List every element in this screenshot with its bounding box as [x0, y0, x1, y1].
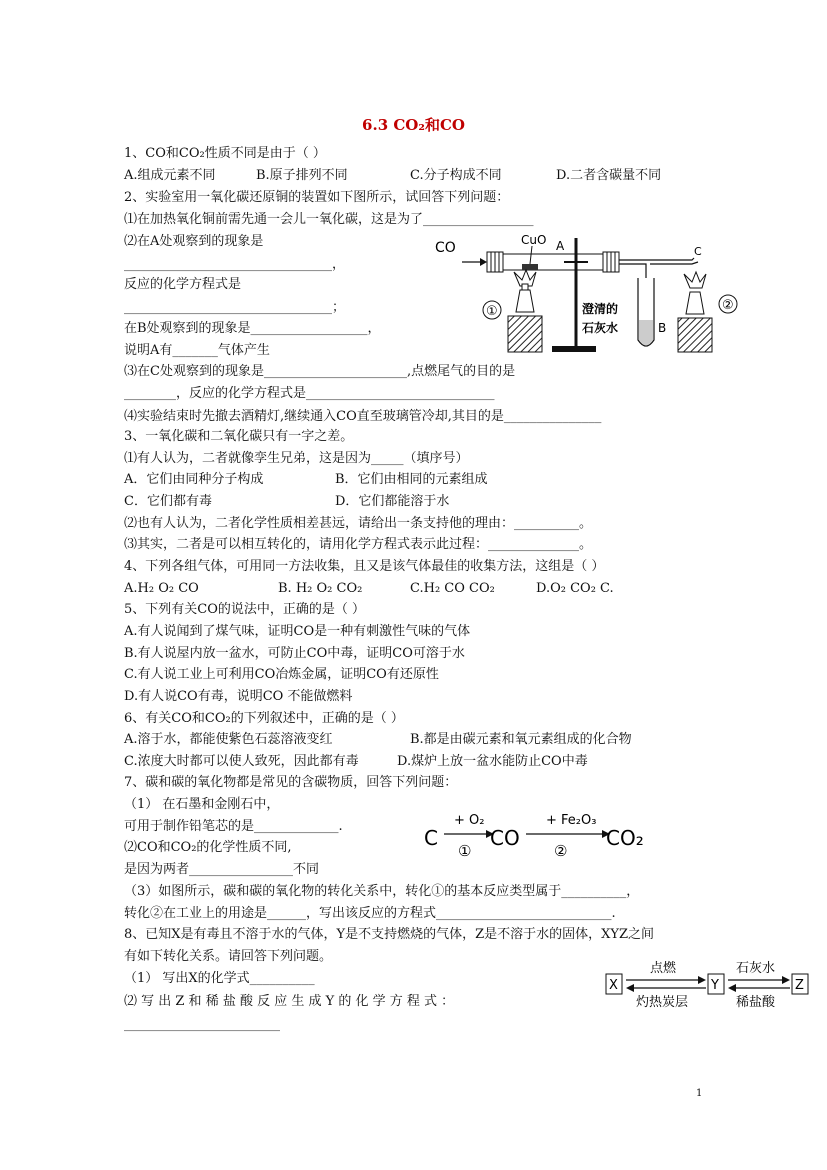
q8-line-1: 有如下转化关系。请回答下列问题。	[124, 949, 333, 964]
q7-line-5: （3）如图所示，碳和碳的氧化物的转化关系中，转化①的基本反应类型属于__________，	[124, 884, 640, 899]
q7-line-2: 可用于制作铅笔芯的是_____________.	[124, 819, 343, 834]
q7-line-6: 转化②在工业上的用途是______，写出该反应的方程式___________________________.	[124, 906, 616, 921]
q7-line-4: 是因为两者________________不同	[124, 862, 320, 877]
q4-option-d: D.O₂ CO₂ C.	[536, 581, 614, 596]
q2-line-8: ⑶在C处观察到的现象是______________________,点燃尾气的目的是	[124, 364, 516, 379]
point-a-label: A	[556, 239, 565, 253]
q3-line-3: ⑶其实，二者是可以相互转化的，请用化学方程式表示此过程：______________。	[124, 537, 593, 552]
q2-line-4: 反应的化学方程式是	[124, 277, 242, 292]
cuo-powder	[522, 264, 538, 270]
q2-line-7: 说明A有_______气体产生	[124, 343, 270, 358]
co-reduction-apparatus-diagram	[432, 228, 744, 362]
scheme-x: X	[609, 978, 618, 993]
scheme-top-2: 石灰水	[736, 961, 776, 976]
q6-option-c: C.浓度大时都可以使人致死，因此都有毒	[124, 754, 359, 769]
page-number: 1	[696, 1088, 703, 1099]
scheme-top-1: 点燃	[650, 961, 677, 976]
block-2	[678, 318, 712, 352]
scheme-bottom-1: 灼热炭层	[636, 995, 689, 1010]
scheme-z: Z	[795, 978, 804, 993]
q4-option-a: A.H₂ O₂ CO	[124, 581, 199, 596]
scheme-co2: CO₂	[606, 826, 644, 850]
q5-option-d: D.有人说CO有毒，说明CO 不能做燃料	[124, 689, 353, 704]
q8-line-2: （1） 写出X的化学式__________	[124, 971, 315, 986]
q7-line-3: ⑵CO和CO₂的化学性质不同,	[124, 840, 292, 855]
point-c-label: C	[694, 245, 702, 258]
q2-line-3: ________________________________，	[124, 257, 346, 272]
q2-line-6: 在B处观察到的现象是__________________，	[124, 321, 381, 336]
q6-stem: 6、有关CO和CO₂的下列叙述中，正确的是（ ）	[124, 711, 404, 726]
q6-option-a: A.溶于水，都能使紫色石蕊溶液变红	[124, 732, 333, 747]
carbon-conversion-scheme	[420, 806, 650, 864]
q5-stem: 5、下列有关CO的说法中，正确的是（ ）	[124, 602, 366, 617]
q8-stem: 8、已知X是有毒且不溶于水的气体，Y是不支持燃烧的气体，Z是不溶于水的固体，XYZ之间	[124, 927, 655, 942]
q7-line-1: （1） 在石墨和金刚石中，	[124, 797, 280, 812]
lamp-2-label: ②	[722, 298, 734, 313]
q3-option-d: D．它们都能溶于水	[335, 494, 450, 509]
q4-stem: 4、下列各组气体，可用同一方法收集，且又是该气体最佳的收集方法，这组是（ ）	[124, 559, 605, 574]
q2-line-9: ________，反应的化学方程式是_____________________________	[124, 386, 495, 401]
scheme-reagent-1: + O₂	[454, 813, 485, 828]
q3-stem: 3、一氧化碳和二氧化碳只有一字之差。	[124, 429, 354, 444]
q5-option-a: A.有人说闻到了煤气味，证明CO是一种有刺激性气味的气体	[124, 624, 471, 639]
q4-option-c: C.H₂ CO CO₂	[410, 581, 495, 596]
scheme-y: Y	[711, 978, 719, 993]
limewater-label-2: 石灰水	[582, 321, 619, 335]
block-1	[508, 316, 542, 352]
scheme-step-1: ①	[458, 842, 472, 860]
q3-option-c: C．它们都有毒	[124, 494, 212, 509]
q1-option-a: A.组成元素不同	[124, 168, 216, 183]
q8-line-3: ⑵ 写 出 Z 和 稀 盐 酸 反 应 生 成 Y 的 化 学 方 程 式 ：	[124, 994, 455, 1009]
q3-option-b: B．它们由相同的元素组成	[335, 472, 488, 487]
q3-line-2: ⑵也有人认为，二者化学性质相差甚远，请给出一条支持他的理由：__________。	[124, 516, 593, 531]
q4-option-b: B. H₂ O₂ CO₂	[278, 581, 363, 596]
q1-option-d: D.二者含碳量不同	[556, 168, 662, 183]
q2-line-5: ________________________________；	[124, 300, 346, 315]
co-inlet-label: CO	[435, 240, 456, 256]
q2-stem: 2、实验室用一氧化碳还原铜的装置如下图所示，试回答下列问题：	[124, 190, 510, 205]
limewater-label-1: 澄清的	[582, 302, 619, 316]
point-b-label: B	[658, 321, 667, 335]
q5-option-b: B.有人说屋内放一盆水，可防止CO中毒，证明CO可溶于水	[124, 646, 465, 661]
q3-line-1: ⑴有人认为，二者就像孪生兄弟，这是因为_____（填序号）	[124, 451, 469, 466]
scheme-bottom-2: 稀盐酸	[736, 995, 776, 1010]
q3-option-a: A．它们由同种分子构成	[124, 472, 264, 487]
q6-option-b: B.都是由碳元素和氧元素组成的化合物	[410, 732, 632, 747]
page-title: 6.3 CO₂和CO	[362, 116, 465, 134]
cuo-label: CuO	[521, 233, 547, 247]
q8-line-4: ________________________	[124, 1017, 280, 1032]
scheme-co: CO	[490, 826, 520, 850]
q2-line-10: ⑷实验结束时先撤去酒精灯,继续通入CO直至玻璃管冷却,其目的是_______________	[124, 409, 602, 424]
scheme-step-2: ②	[554, 842, 568, 860]
scheme-c: C	[424, 826, 438, 850]
outlet-tube	[619, 258, 694, 260]
q1-option-c: C.分子构成不同	[410, 168, 502, 183]
xyz-conversion-scheme	[604, 958, 810, 1012]
q1-option-b: B.原子排列不同	[256, 168, 348, 183]
q5-option-c: C.有人说工业上可利用CO冶炼金属，证明CO有还原性	[124, 667, 439, 682]
alcohol-lamp-1	[516, 290, 534, 312]
alcohol-lamp-2	[686, 292, 704, 314]
q2-line-2: ⑵在A处观察到的现象是	[124, 234, 264, 249]
q2-line-1: ⑴在加热氧化铜前需先通一会儿一氧化碳，这是为了_________________	[124, 212, 534, 227]
q6-option-d: D.煤炉上放一盆水能防止CO中毒	[397, 754, 588, 769]
q1-stem: 1、CO和CO₂性质不同是由于（ ）	[124, 146, 326, 161]
q7-stem: 7、碳和碳的氧化物都是常见的含碳物质，回答下列问题：	[124, 775, 458, 790]
scheme-reagent-2: + Fe₂O₃	[546, 813, 597, 828]
flame-2	[684, 272, 706, 288]
lamp-1-label: ①	[486, 304, 498, 319]
